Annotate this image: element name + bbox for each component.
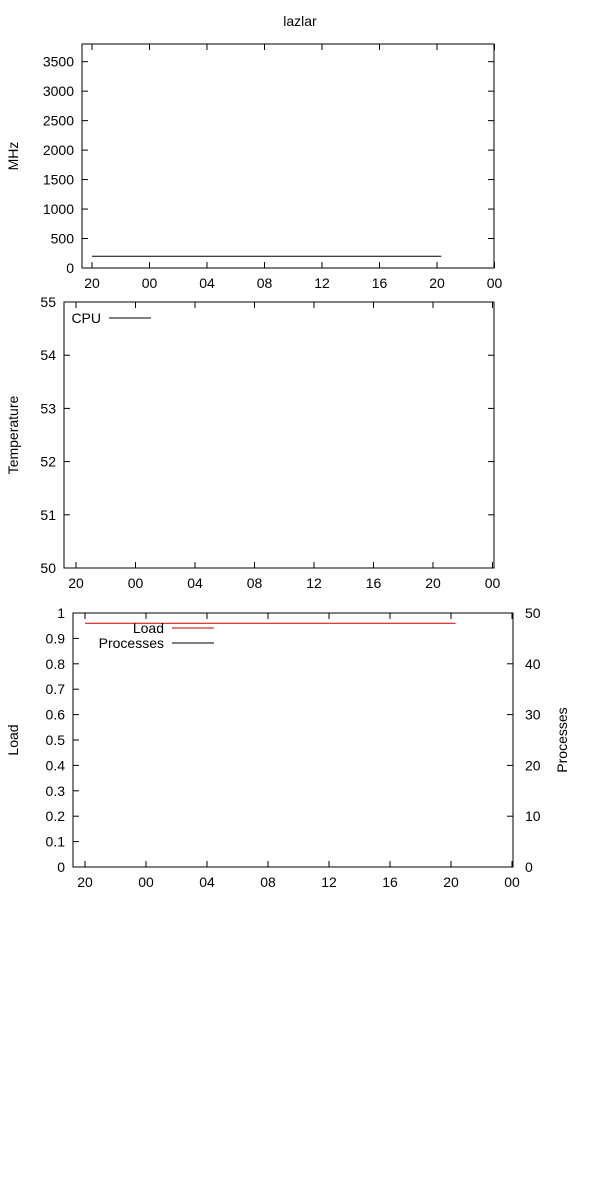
y-axis-label: MHz [5,141,21,171]
x-tick-label: 08 [246,575,263,591]
y-tick-label: 3500 [42,53,74,70]
y-tick-label: 0.7 [45,681,65,698]
y2-tick-label: 30 [525,706,541,723]
y-tick-label: 51 [40,506,56,523]
y-axis-label: Load [5,724,21,756]
x-tick-label: 16 [371,275,388,291]
y-tick-label: 0.2 [45,808,65,825]
legend-label: Processes [98,635,164,651]
y-tick-label: 0.4 [45,757,65,774]
y-tick-label: 55 [40,294,56,310]
plot-frame [82,44,494,268]
y-tick-label: 3000 [42,83,74,100]
y-tick-label: 0.1 [45,833,65,850]
y-tick-label: 0 [57,859,65,875]
y-tick-label: 2500 [42,112,74,129]
y-tick-label: 52 [40,453,56,470]
y-tick-label: 0.6 [45,706,65,723]
y-tick-label: 0.5 [45,732,65,748]
x-tick-label: 00 [486,275,503,291]
y2-tick-label: 10 [525,808,541,825]
x-tick-label: 08 [260,874,276,890]
y-tick-label: 1500 [42,171,74,188]
y-axis-label: Temperature [5,395,21,475]
x-tick-label: 16 [382,874,398,890]
y-tick-label: 0.9 [45,630,65,647]
x-tick-label: 04 [199,275,215,291]
x-tick-label: 20 [443,874,459,890]
x-tick-label: 00 [138,874,154,890]
x-tick-label: 08 [256,275,273,291]
y2-tick-label: 0 [525,859,533,875]
x-tick-label: 04 [199,874,215,890]
x-tick-label: 12 [321,874,337,890]
y-tick-label: 50 [40,560,56,576]
y-tick-label: 1 [57,605,65,621]
chart-panel-3 [5,605,570,890]
y-tick-label: 1000 [42,201,74,218]
x-tick-label: 00 [127,575,144,591]
chart-panel-1 [5,44,502,291]
page-title: lazlar [283,13,317,29]
y-tick-label: 0.3 [45,782,65,799]
x-tick-label: 20 [425,575,441,591]
y2-tick-label: 40 [525,655,541,672]
plot-frame [73,613,513,867]
y-tick-label: 0 [66,260,74,276]
y2-axis-label: Processes [554,707,570,773]
y-tick-label: 2000 [42,142,74,159]
legend-label: Load [132,620,164,636]
y-tick-label: 500 [50,230,74,247]
x-tick-label: 04 [187,575,203,591]
y-tick-label: 54 [40,347,56,364]
x-tick-label: 12 [314,275,330,291]
x-tick-label: 20 [68,575,84,591]
x-tick-label: 20 [429,275,445,291]
y-tick-label: 53 [40,400,56,417]
x-tick-label: 20 [84,275,100,291]
y2-tick-label: 20 [525,757,541,774]
x-tick-label: 00 [484,575,501,591]
x-tick-label: 00 [504,874,520,890]
y-tick-label: 0.8 [45,655,65,672]
x-tick-label: 12 [306,575,322,591]
x-tick-label: 16 [365,575,382,591]
legend-label: CPU [71,310,101,326]
chart-panel-2 [5,294,500,591]
y2-tick-label: 50 [525,605,541,621]
x-tick-label: 20 [77,874,93,890]
plot-frame [64,302,494,568]
x-tick-label: 00 [141,275,158,291]
